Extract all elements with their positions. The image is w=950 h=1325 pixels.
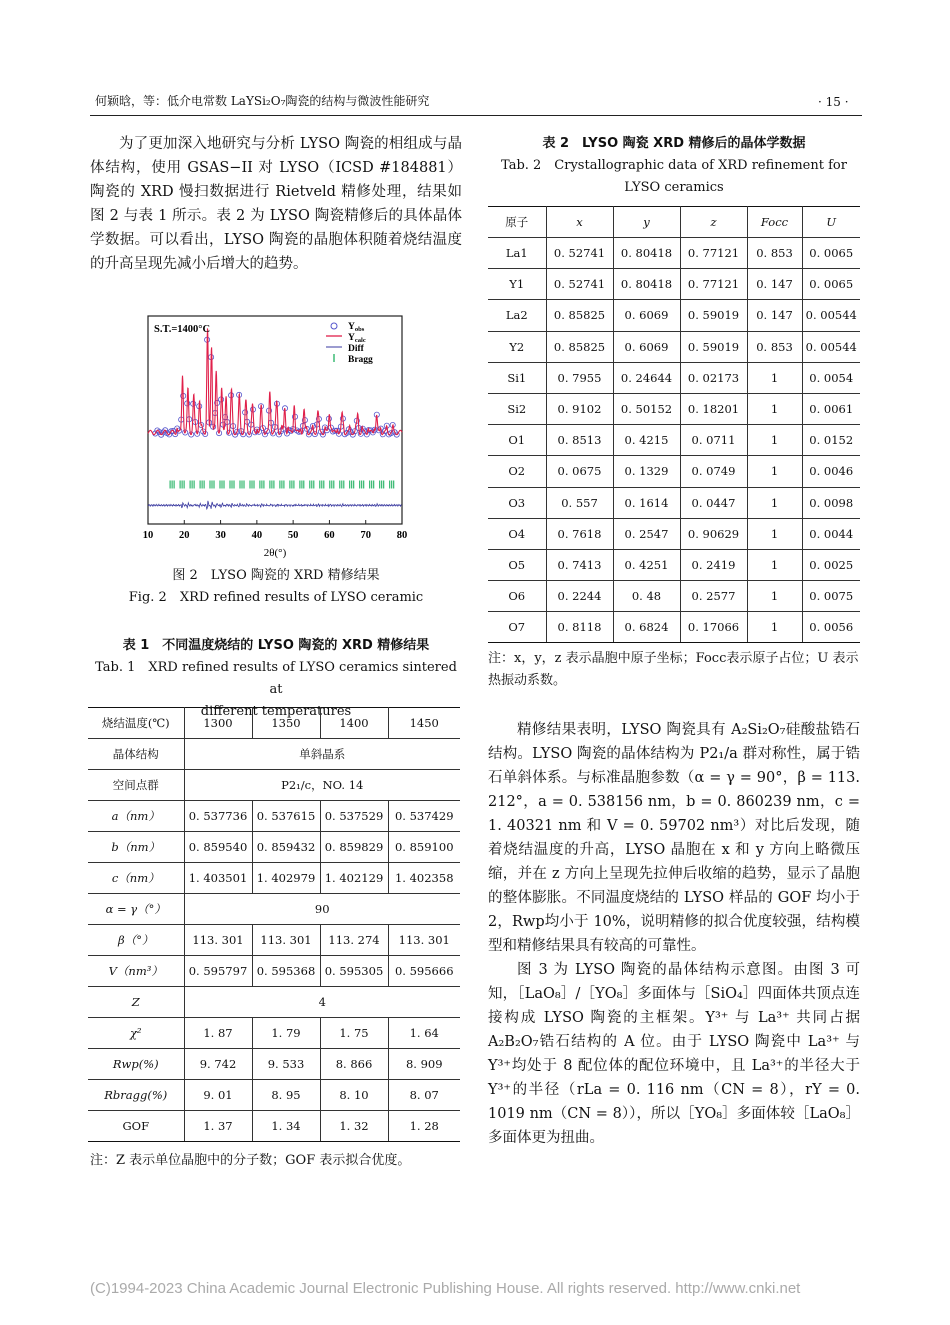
table-caption-en-2: LYSO ceramics <box>624 180 724 195</box>
diff-line <box>148 501 402 509</box>
cell: 0. 595305 <box>320 956 388 987</box>
cell: 0. 2419 <box>680 549 747 580</box>
cell: 1. 402358 <box>388 863 460 894</box>
cell: 1 <box>747 612 802 643</box>
table-header-row <box>88 708 460 739</box>
table-row <box>88 863 460 894</box>
cell: 0. 6069 <box>613 331 680 362</box>
cell: 0. 147 <box>747 300 802 331</box>
table-row <box>88 987 460 1018</box>
cell: 0. 50152 <box>613 393 680 424</box>
table-row <box>88 770 460 801</box>
atom-label: O2 <box>488 456 546 487</box>
cell: 1 <box>747 425 802 456</box>
cell: 1 <box>747 549 802 580</box>
cell: 0. 80418 <box>613 269 680 300</box>
cell: 0. 595797 <box>184 956 252 987</box>
cell: 8. 07 <box>388 1080 460 1111</box>
atom-label: O6 <box>488 581 546 612</box>
legend-obs-marker <box>331 323 337 329</box>
cell: 90 <box>184 894 460 925</box>
row-label: V（nm³） <box>88 956 184 987</box>
cell: 单斜晶系 <box>184 739 460 770</box>
cell: 0. 9102 <box>546 393 613 424</box>
x-tick-label: 60 <box>324 530 335 541</box>
cell: 0. 537529 <box>320 801 388 832</box>
table-2-caption <box>488 133 860 199</box>
temperature-annotation: S.T.=1400°C <box>154 324 211 335</box>
table-row <box>488 549 860 580</box>
header-cell: 烧结温度(℃) <box>88 708 184 739</box>
cell: 0. 59019 <box>680 331 747 362</box>
table-row <box>88 925 460 956</box>
cell: 1. 79 <box>252 1018 320 1049</box>
cell: 0. 52741 <box>546 238 613 269</box>
cell: 113. 301 <box>388 925 460 956</box>
table-row <box>488 518 860 549</box>
cell: 0. 0056 <box>802 612 860 643</box>
page-number: · 15 · <box>818 95 849 109</box>
cell: 9. 533 <box>252 1049 320 1080</box>
cell: 0. 02173 <box>680 362 747 393</box>
cell: 1 <box>747 393 802 424</box>
x-tick-label: 80 <box>396 530 408 541</box>
figure-2-caption <box>90 565 462 609</box>
cell: 0. 595666 <box>388 956 460 987</box>
table-row <box>488 612 860 643</box>
header-cell: 1350 <box>252 708 320 739</box>
cell: 9. 742 <box>184 1049 252 1080</box>
left-paragraph <box>90 132 462 276</box>
cell: 8. 95 <box>252 1080 320 1111</box>
atom-label: Si1 <box>488 362 546 393</box>
header-cell: 1300 <box>184 708 252 739</box>
row-label: a（nm） <box>88 801 184 832</box>
cell: 8. 866 <box>320 1049 388 1080</box>
table-row <box>488 300 860 331</box>
cell: 8. 10 <box>320 1080 388 1111</box>
table-caption-zh: 表 2 LYSO 陶瓷 XRD 精修后的晶体学数据 <box>542 136 806 151</box>
header-cell: z <box>680 207 747 238</box>
legend-label: $Y_{calc}$ <box>348 333 366 344</box>
table-row <box>88 801 460 832</box>
table-row <box>488 425 860 456</box>
atom-label: Y1 <box>488 269 546 300</box>
cell: 0. 85825 <box>546 331 613 362</box>
cell: 0. 8513 <box>546 425 613 456</box>
cell: 0. 6069 <box>613 300 680 331</box>
cell: 1. 37 <box>184 1111 252 1142</box>
cell: 0. 859540 <box>184 832 252 863</box>
cell: 0. 7618 <box>546 518 613 549</box>
cell: 0. 0065 <box>802 238 860 269</box>
cell: 0. 0749 <box>680 456 747 487</box>
cell: 0. 0054 <box>802 362 860 393</box>
cell: 8. 909 <box>388 1049 460 1080</box>
cell: 0. 859432 <box>252 832 320 863</box>
cell: 0. 0025 <box>802 549 860 580</box>
table-caption-en-1: Tab. 2 Crystallographic data of XRD refinement for <box>501 158 847 173</box>
cell: 0. 0447 <box>680 487 747 518</box>
table-row <box>88 894 460 925</box>
row-label: c（nm） <box>88 863 184 894</box>
cell: 0. 0152 <box>802 425 860 456</box>
cell: 1 <box>747 456 802 487</box>
atom-label: O3 <box>488 487 546 518</box>
cell: 0. 17066 <box>680 612 747 643</box>
figure-2 <box>140 312 410 562</box>
row-label: α = γ（°） <box>88 894 184 925</box>
cell: 0. 00544 <box>802 300 860 331</box>
atom-label: O1 <box>488 425 546 456</box>
cell: 9. 01 <box>184 1080 252 1111</box>
atom-label: Y2 <box>488 331 546 362</box>
cell: 0. 7413 <box>546 549 613 580</box>
row-label: Rwp(%) <box>88 1049 184 1080</box>
cell: 1. 28 <box>388 1111 460 1142</box>
cell: 0. 2244 <box>546 581 613 612</box>
atom-label: O4 <box>488 518 546 549</box>
cell: 0. 0065 <box>802 269 860 300</box>
cell: 0. 52741 <box>546 269 613 300</box>
header-cell: Focc <box>747 207 802 238</box>
row-label: Z <box>88 987 184 1018</box>
table-2-note: 注：x，y，z 表示晶胞中原子坐标；Focc表示原子占位；U 表示热振动系数。 <box>488 651 859 688</box>
cell: 0. 147 <box>747 269 802 300</box>
x-tick-label: 20 <box>179 530 190 541</box>
copyright-footer: (C)1994-2023 China Academic Journal Electronic Publishing House. All rights reserved. http://www.cnki.net <box>90 1280 801 1297</box>
paragraph-text: 为了更加深入地研究与分析 LYSO 陶瓷的相组成与晶体结构，使用 GSAS−II 对 LYSO（ICSD #184881）陶瓷的 XRD 慢扫数据进行 Rietveld 精修处理，结果如图 2 与表 1 所示。表 2 为 LYSO 陶瓷精修后的具体晶体学数据。可以看出，LYSO 陶瓷的晶胞体积随着烧结温度的升高呈现先减小后增大的趋势。 <box>90 136 462 272</box>
paragraph-text: 精修结果表明，LYSO 陶瓷具有 A₂Si₂O₇硅酸盐锆石结构。LYSO 陶瓷的晶体结构为 P2₁/a 群对称性，属于锆石单斜体系。与标准晶胞参数（α = γ = 90°，β = 113. 212°，a = 0. 538156 nm，b = 0. 860239 nm，c = 1. 40321 nm 和 V = 0. 59702 nm³）对比后发现，随着烧结温度的升高，LYSO 晶胞在 x 和 y 方向上略微压缩，并在 z 方向上呈现先拉伸后收缩的趋势，显示了晶胞的整体膨胀。不同温度烧结的 LYSO 样品的 GOF 均小于 2，Rwp均小于 10%，说明精修的拟合优度较强，结构模型和精修结果具有较高的可靠性。 <box>488 722 860 954</box>
figure-caption-zh: 图 2 LYSO 陶瓷的 XRD 精修结果 <box>172 568 380 583</box>
cell: 0. 0675 <box>546 456 613 487</box>
cell: 1. 87 <box>184 1018 252 1049</box>
table-row <box>488 269 860 300</box>
cell: 0. 557 <box>546 487 613 518</box>
cell: 1. 34 <box>252 1111 320 1142</box>
x-tick-label: 40 <box>251 530 263 541</box>
cell: 0. 00544 <box>802 331 860 362</box>
cell: 0. 7955 <box>546 362 613 393</box>
cell: 0. 1329 <box>613 456 680 487</box>
row-label: 晶体结构 <box>88 739 184 770</box>
cell: 0. 85825 <box>546 300 613 331</box>
x-tick-label: 70 <box>360 530 371 541</box>
cell: 0. 0098 <box>802 487 860 518</box>
cell: 0. 0046 <box>802 456 860 487</box>
cell: 0. 1614 <box>613 487 680 518</box>
atom-label: O7 <box>488 612 546 643</box>
table-1-note: 注：Z 表示单位晶胞中的分子数；GOF 表示拟合优度。 <box>90 1153 411 1168</box>
header-cell: 1400 <box>320 708 388 739</box>
cell: 113. 301 <box>252 925 320 956</box>
cell: 0. 77121 <box>680 238 747 269</box>
cell: 1. 75 <box>320 1018 388 1049</box>
row-label: b（nm） <box>88 832 184 863</box>
running-header: 何颖晗，等：低介电常数 LaYSi₂O₇陶瓷的结构与微波性能研究 <box>95 94 430 108</box>
x-tick-label: 10 <box>142 530 154 541</box>
table-row <box>88 1111 460 1142</box>
cell: 1 <box>747 581 802 612</box>
table-2 <box>488 206 860 643</box>
paragraph-text: 图 3 为 LYSO 陶瓷的晶体结构示意图。由图 3 可知，［LaO₈］/［YO₈］多面体与［SiO₄］四面体共顶点连接构成 LYSO 陶瓷的主框架。Y³⁺ 与 La³⁺ 共同占据 A₂B₂O₇锆石结构的 A 位。由于 LYSO 陶瓷中 La³⁺ 与 Y³⁺均处于 8 配位体的配位环境中，且 La³⁺的半径大于 Y³⁺的半径（rLa = 0. 116 nm（CN = 8），rY = 0. 1019 nm（CN = 8）），所以［YO₈］多面体较［LaO₈］多面体更为扭曲。 <box>488 962 860 1146</box>
cell: 0. 77121 <box>680 269 747 300</box>
table-row <box>488 393 860 424</box>
table-caption-zh: 表 1 不同温度烧结的 LYSO 陶瓷的 XRD 精修结果 <box>122 638 430 653</box>
legend-label: Diff <box>348 344 364 354</box>
cell: 0. 537429 <box>388 801 460 832</box>
table-caption-en-1: Tab. 1 XRD refined results of LYSO ceramics sintered at <box>95 660 457 697</box>
table-header-row <box>488 207 860 238</box>
cell: 0. 859100 <box>388 832 460 863</box>
header-cell: 1450 <box>388 708 460 739</box>
atom-label: La2 <box>488 300 546 331</box>
cell: 1 <box>747 362 802 393</box>
cell: 0. 59019 <box>680 300 747 331</box>
row-label: 空间点群 <box>88 770 184 801</box>
legend-label: $Y_{obs}$ <box>348 322 365 333</box>
cell: 1. 32 <box>320 1111 388 1142</box>
x-tick-label: 30 <box>215 530 226 541</box>
cell: 0. 537736 <box>184 801 252 832</box>
table-2-body <box>488 238 860 643</box>
cell: 0. 2547 <box>613 518 680 549</box>
cell: 0. 0044 <box>802 518 860 549</box>
atom-label: Si2 <box>488 393 546 424</box>
row-label: χ² <box>88 1018 184 1049</box>
table-row <box>488 331 860 362</box>
cell: 0. 48 <box>613 581 680 612</box>
cell: 113. 301 <box>184 925 252 956</box>
table-row <box>488 362 860 393</box>
table-row <box>88 1018 460 1049</box>
table-row <box>88 956 460 987</box>
header-cell: x <box>546 207 613 238</box>
cell: P2₁/c，NO. 14 <box>184 770 460 801</box>
legend-label: Bragg <box>348 355 373 365</box>
table-row <box>88 832 460 863</box>
cell: 0. 0061 <box>802 393 860 424</box>
cell: 1 <box>747 487 802 518</box>
xrd-chart <box>140 312 410 562</box>
cell: 1. 403501 <box>184 863 252 894</box>
cell: 0. 595368 <box>252 956 320 987</box>
table-row <box>488 487 860 518</box>
cell: 0. 18201 <box>680 393 747 424</box>
table-row <box>88 739 460 770</box>
header-cell: U <box>802 207 860 238</box>
table-row <box>88 1049 460 1080</box>
cell: 1. 64 <box>388 1018 460 1049</box>
cell: 0. 24644 <box>613 362 680 393</box>
cell: 0. 8118 <box>546 612 613 643</box>
cell: 1. 402979 <box>252 863 320 894</box>
x-axis-label: 2θ(°) <box>263 547 287 559</box>
row-label: β（°） <box>88 925 184 956</box>
header-cell: y <box>613 207 680 238</box>
table-row <box>88 1080 460 1111</box>
cell: 0. 853 <box>747 331 802 362</box>
header-rule <box>90 115 862 116</box>
cell: 0. 0075 <box>802 581 860 612</box>
header-cell: 原子 <box>488 207 546 238</box>
cell: 0. 537615 <box>252 801 320 832</box>
cell: 0. 4251 <box>613 549 680 580</box>
cell: 1. 402129 <box>320 863 388 894</box>
atom-label: La1 <box>488 238 546 269</box>
cell: 0. 90629 <box>680 518 747 549</box>
table-row <box>488 581 860 612</box>
cell: 0. 80418 <box>613 238 680 269</box>
figure-caption-en: Fig. 2 XRD refined results of LYSO ceramic <box>128 590 424 605</box>
table-caption-en-2: different temperatures <box>200 704 352 719</box>
table-row <box>488 238 860 269</box>
table-row <box>488 456 860 487</box>
cell: 0. 859829 <box>320 832 388 863</box>
table-1 <box>88 707 460 1142</box>
cell: 4 <box>184 987 460 1018</box>
cell: 0. 2577 <box>680 581 747 612</box>
row-label: GOF <box>88 1111 184 1142</box>
cell: 0. 853 <box>747 238 802 269</box>
cell: 0. 6824 <box>613 612 680 643</box>
cell: 113. 274 <box>320 925 388 956</box>
calc-line <box>148 328 402 434</box>
x-tick-label: 50 <box>287 530 299 541</box>
cell: 0. 4215 <box>613 425 680 456</box>
atom-label: O5 <box>488 549 546 580</box>
cell: 0. 0711 <box>680 425 747 456</box>
row-label: Rbragg(%) <box>88 1080 184 1111</box>
cell: 1 <box>747 518 802 549</box>
right-paragraphs <box>488 718 860 1150</box>
